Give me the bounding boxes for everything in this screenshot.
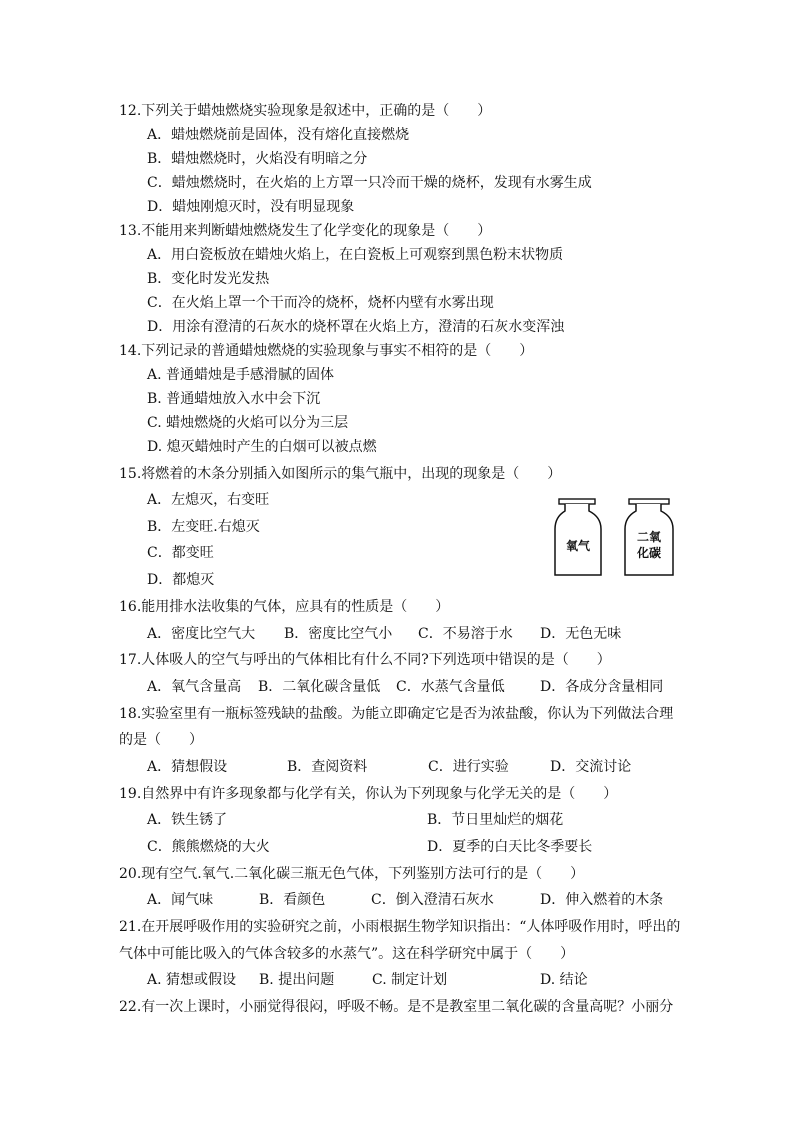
gas-jars-drawing — [553, 497, 678, 579]
question-14-option-d: D. 熄灭蜡烛时产生的白烟可以被点燃 — [147, 439, 377, 455]
question-17-option-a: A．氧气含量高 — [147, 679, 242, 695]
question-20-option-a: A．闻气味 — [147, 892, 214, 908]
question-21-stem-continued: 气体中可能比吸入的气体含较多的水蒸气”。这在科学研究中属于（ ） — [119, 946, 575, 962]
oxygen-jar-label: 氧气 — [565, 539, 591, 553]
question-13-option-d: D．用涂有澄清的石灰水的烧杯罩在火焰上方，澄清的石灰水变浑浊 — [147, 319, 565, 335]
question-21-stem: 21.在开展呼吸作用的实验研究之前，小雨根据生物学知识指出：“人体呼吸作用时，呼出的 — [119, 919, 681, 935]
question-12-stem: 12.下列关于蜡烛燃烧实验现象是叙述中，正确的是（ ） — [119, 103, 492, 119]
question-15-option-b: B．左变旺.右熄灭 — [147, 519, 260, 535]
question-17-option-c: C．水蒸气含量低 — [396, 679, 505, 695]
question-20-option-b: B．看颜色 — [259, 892, 326, 908]
question-19-option-d: D．夏季的白天比冬季要长 — [427, 839, 593, 855]
question-18-stem: 18.实验室里有一瓶标签残缺的盐酸。为能立即确定它是否为浓盐酸，你认为下列做法合理 — [119, 706, 674, 722]
co2-jar-label-bottom: 化碳 — [636, 546, 662, 560]
question-18-stem-continued: 的是（ ） — [119, 732, 203, 748]
question-14-option-b: B. 普通蜡烛放入水中会下沉 — [147, 391, 321, 407]
question-15-option-a: A．左熄灭，右变旺 — [147, 492, 270, 508]
question-16-option-c: C．不易溶于水 — [418, 626, 513, 642]
question-18-option-a: A．猜想假设 — [147, 759, 228, 775]
question-14-option-c: C. 蜡烛燃烧的火焰可以分为三层 — [147, 415, 349, 431]
question-14-stem: 14.下列记录的普通蜡烛燃烧的实验现象与事实不相符的是（ ） — [119, 343, 534, 359]
question-20-option-c: C．倒入澄清石灰水 — [371, 892, 494, 908]
question-16-stem: 16.能用排水法收集的气体，应具有的性质是（ ） — [119, 599, 450, 615]
question-17-option-b: B．二氧化碳含量低 — [258, 679, 381, 695]
question-17-stem: 17.人体吸人的空气与呼出的气体相比有什么不同?下列选项中错误的是（ ） — [119, 652, 611, 668]
question-18-option-b: B．查阅资料 — [287, 759, 368, 775]
question-20-option-d: D．伸入燃着的木条 — [540, 892, 664, 908]
question-21-option-d: D. 结论 — [540, 972, 588, 988]
question-13-option-c: C．在火焰上罩一个干而冷的烧杯，烧杯内壁有水雾出现 — [147, 295, 494, 311]
question-12-option-b: B．蜡烛燃烧时，火焰没有明暗之分 — [147, 151, 368, 167]
question-12-option-d: D．蜡烛刚熄灭时，没有明显现象 — [147, 199, 355, 215]
co2-jar-label-top: 二氧 — [636, 530, 662, 544]
question-19-option-b: B．节日里灿烂的烟花 — [427, 812, 564, 828]
question-18-option-c: C．进行实验 — [428, 759, 509, 775]
question-16-option-d: D．无色无味 — [540, 626, 622, 642]
question-13-option-a: A．用白瓷板放在蜡烛火焰上，在白瓷板上可观察到黑色粉末状物质 — [147, 247, 564, 263]
question-14-option-a: A. 普通蜡烛是手感滑腻的固体 — [147, 367, 335, 383]
question-21-option-c: C. 制定计划 — [372, 972, 448, 988]
question-12-option-a: A．蜡烛燃烧前是固体，没有熔化直接燃烧 — [147, 127, 410, 143]
oxygen-jar — [555, 499, 601, 575]
question-19-stem: 19.自然界中有许多现象都与化学有关，你认为下列现象与化学无关的是（ ） — [119, 786, 618, 802]
question-12-option-c: C．蜡烛燃烧时，在火焰的上方罩一只冷而干燥的烧杯，发现有水雾生成 — [147, 175, 592, 191]
question-19-option-c: C．熊熊燃烧的大火 — [147, 839, 270, 855]
question-16-option-b: B．密度比空气小 — [284, 626, 393, 642]
question-19-option-a: A．铁生锈了 — [147, 812, 228, 828]
question-20-stem: 20.现有空气.氧气.二氧化碳三瓶无色气体，下列鉴别方法可行的是（ ） — [119, 866, 585, 882]
question-16-option-a: A．密度比空气大 — [147, 626, 256, 642]
question-13-option-b: B．变化时发光发热 — [147, 271, 270, 287]
question-15-option-c: C．都变旺 — [147, 545, 214, 561]
question-17-option-d: D．各成分含量相同 — [540, 679, 664, 695]
question-13-stem: 13.不能用来判断蜡烛燃烧发生了化学变化的现象是（ ） — [119, 223, 492, 239]
question-15-option-d: D．都熄灭 — [147, 572, 215, 588]
question-15-stem: 15.将燃着的木条分别插入如图所示的集气瓶中，出现的现象是（ ） — [119, 466, 562, 482]
question-22-stem: 22.有一次上课时，小丽觉得很闷，呼吸不畅。是不是教室里二氧化碳的含量高呢？小丽分 — [119, 999, 674, 1015]
gas-jar-figure — [553, 497, 678, 579]
question-21-option-a: A. 猜想或假设 — [147, 972, 237, 988]
question-18-option-d: D．交流讨论 — [550, 759, 632, 775]
question-21-option-b: B. 提出问题 — [259, 972, 335, 988]
